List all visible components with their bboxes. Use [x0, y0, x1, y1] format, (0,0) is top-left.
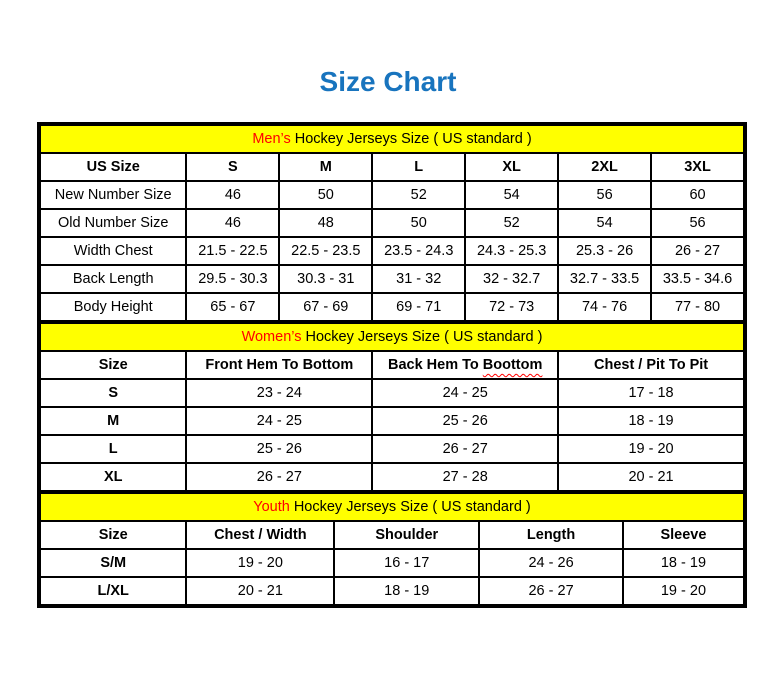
table-row [40, 181, 744, 209]
size-value-cell: 56 [651, 209, 744, 237]
size-value-cell: 24 - 25 [372, 379, 558, 407]
column-header [372, 351, 558, 379]
size-value-cell: 19 - 20 [186, 549, 334, 577]
size-value-cell: 30.3 - 31 [279, 265, 372, 293]
size-value-cell: 26 - 27 [651, 237, 744, 265]
size-value-cell: 52 [372, 181, 465, 209]
table-row [40, 237, 744, 265]
column-header: Chest / Width [186, 521, 334, 549]
size-value-cell: 24.3 - 25.3 [465, 237, 558, 265]
row-label: Width Chest [40, 237, 186, 265]
section-band-rest: Hockey Jerseys Size ( US standard ) [289, 499, 531, 515]
size-value-cell: 50 [279, 181, 372, 209]
row-label: S [40, 379, 186, 407]
table-row [40, 577, 744, 605]
row-label: L/XL [40, 577, 186, 605]
column-header-text: Back Hem To [387, 357, 483, 373]
column-header: S [186, 153, 279, 181]
section-band-title [40, 125, 744, 153]
size-value-cell: 20 - 21 [558, 463, 744, 491]
size-value-cell: 18 - 19 [558, 407, 744, 435]
table-row [40, 463, 744, 491]
header-row-womens [40, 351, 744, 379]
size-value-cell: 69 - 71 [372, 293, 465, 321]
size-value-cell: 50 [372, 209, 465, 237]
size-value-cell: 26 - 27 [479, 577, 623, 605]
size-value-cell: 26 - 27 [372, 435, 558, 463]
size-value-cell: 52 [465, 209, 558, 237]
row-label: L [40, 435, 186, 463]
row-label: Body Height [40, 293, 186, 321]
size-table-mens [39, 124, 745, 322]
size-value-cell: 60 [651, 181, 744, 209]
size-value-cell: 25 - 26 [372, 407, 558, 435]
row-label: New Number Size [40, 181, 186, 209]
table-row [40, 209, 744, 237]
size-value-cell: 23 - 24 [186, 379, 372, 407]
size-chart-tables [37, 122, 747, 608]
column-header: 2XL [558, 153, 651, 181]
size-value-cell: 46 [186, 209, 279, 237]
section-band-youth [40, 493, 744, 521]
section-band-womens [40, 323, 744, 351]
table-row [40, 407, 744, 435]
column-header: XL [465, 153, 558, 181]
row-label: S/M [40, 549, 186, 577]
size-value-cell: 74 - 76 [558, 293, 651, 321]
section-band-mens [40, 125, 744, 153]
size-value-cell: 48 [279, 209, 372, 237]
size-value-cell: 16 - 17 [334, 549, 479, 577]
size-value-cell: 22.5 - 23.5 [279, 237, 372, 265]
row-label: Old Number Size [40, 209, 186, 237]
size-value-cell: 23.5 - 24.3 [372, 237, 465, 265]
column-header: Size [40, 351, 186, 379]
page-title: Size Chart [319, 66, 457, 97]
size-value-cell: 46 [186, 181, 279, 209]
table-row [40, 265, 744, 293]
section-band-rest: Hockey Jerseys Size ( US standard ) [290, 131, 532, 147]
size-value-cell: 27 - 28 [372, 463, 558, 491]
size-value-cell: 32.7 - 33.5 [558, 265, 651, 293]
misspelled-word-squiggle: Boottom [482, 357, 543, 373]
size-value-cell: 31 - 32 [372, 265, 465, 293]
size-value-cell: 54 [465, 181, 558, 209]
size-table-youth [39, 492, 745, 606]
column-header: L [372, 153, 465, 181]
size-value-cell: 33.5 - 34.6 [651, 265, 744, 293]
column-header: Length [479, 521, 623, 549]
size-value-cell: 72 - 73 [465, 293, 558, 321]
size-value-cell: 25.3 - 26 [558, 237, 651, 265]
size-value-cell: 29.5 - 30.3 [186, 265, 279, 293]
section-band-highlight: Men’s [252, 131, 291, 147]
section-band-highlight: Youth [253, 499, 290, 515]
section-band-title [40, 323, 744, 351]
table-row [40, 379, 744, 407]
column-header: Shoulder [334, 521, 479, 549]
header-row-youth [40, 521, 744, 549]
size-value-cell: 26 - 27 [186, 463, 372, 491]
size-value-cell: 20 - 21 [186, 577, 334, 605]
section-band-rest: Hockey Jerseys Size ( US standard ) [301, 329, 543, 345]
table-row [40, 549, 744, 577]
column-header: Size [40, 521, 186, 549]
size-table-womens [39, 322, 745, 492]
table-row [40, 293, 744, 321]
size-value-cell: 25 - 26 [186, 435, 372, 463]
size-value-cell: 56 [558, 181, 651, 209]
column-header: Sleeve [623, 521, 744, 549]
section-band-highlight: Women’s [241, 329, 302, 345]
size-value-cell: 65 - 67 [186, 293, 279, 321]
section-band-title [40, 493, 744, 521]
column-header: US Size [40, 153, 186, 181]
row-label: Back Length [40, 265, 186, 293]
size-value-cell: 24 - 26 [479, 549, 623, 577]
size-value-cell: 77 - 80 [651, 293, 744, 321]
table-row [40, 435, 744, 463]
row-label: M [40, 407, 186, 435]
size-value-cell: 54 [558, 209, 651, 237]
column-header: Chest / Pit To Pit [558, 351, 744, 379]
size-value-cell: 21.5 - 22.5 [186, 237, 279, 265]
row-label: XL [40, 463, 186, 491]
column-header: 3XL [651, 153, 744, 181]
size-value-cell: 18 - 19 [623, 549, 744, 577]
header-row-mens [40, 153, 744, 181]
size-value-cell: 17 - 18 [558, 379, 744, 407]
column-header: Front Hem To Bottom [186, 351, 372, 379]
size-value-cell: 67 - 69 [279, 293, 372, 321]
size-value-cell: 32 - 32.7 [465, 265, 558, 293]
size-value-cell: 24 - 25 [186, 407, 372, 435]
size-value-cell: 19 - 20 [558, 435, 744, 463]
size-value-cell: 18 - 19 [334, 577, 479, 605]
size-value-cell: 19 - 20 [623, 577, 744, 605]
column-header: M [279, 153, 372, 181]
